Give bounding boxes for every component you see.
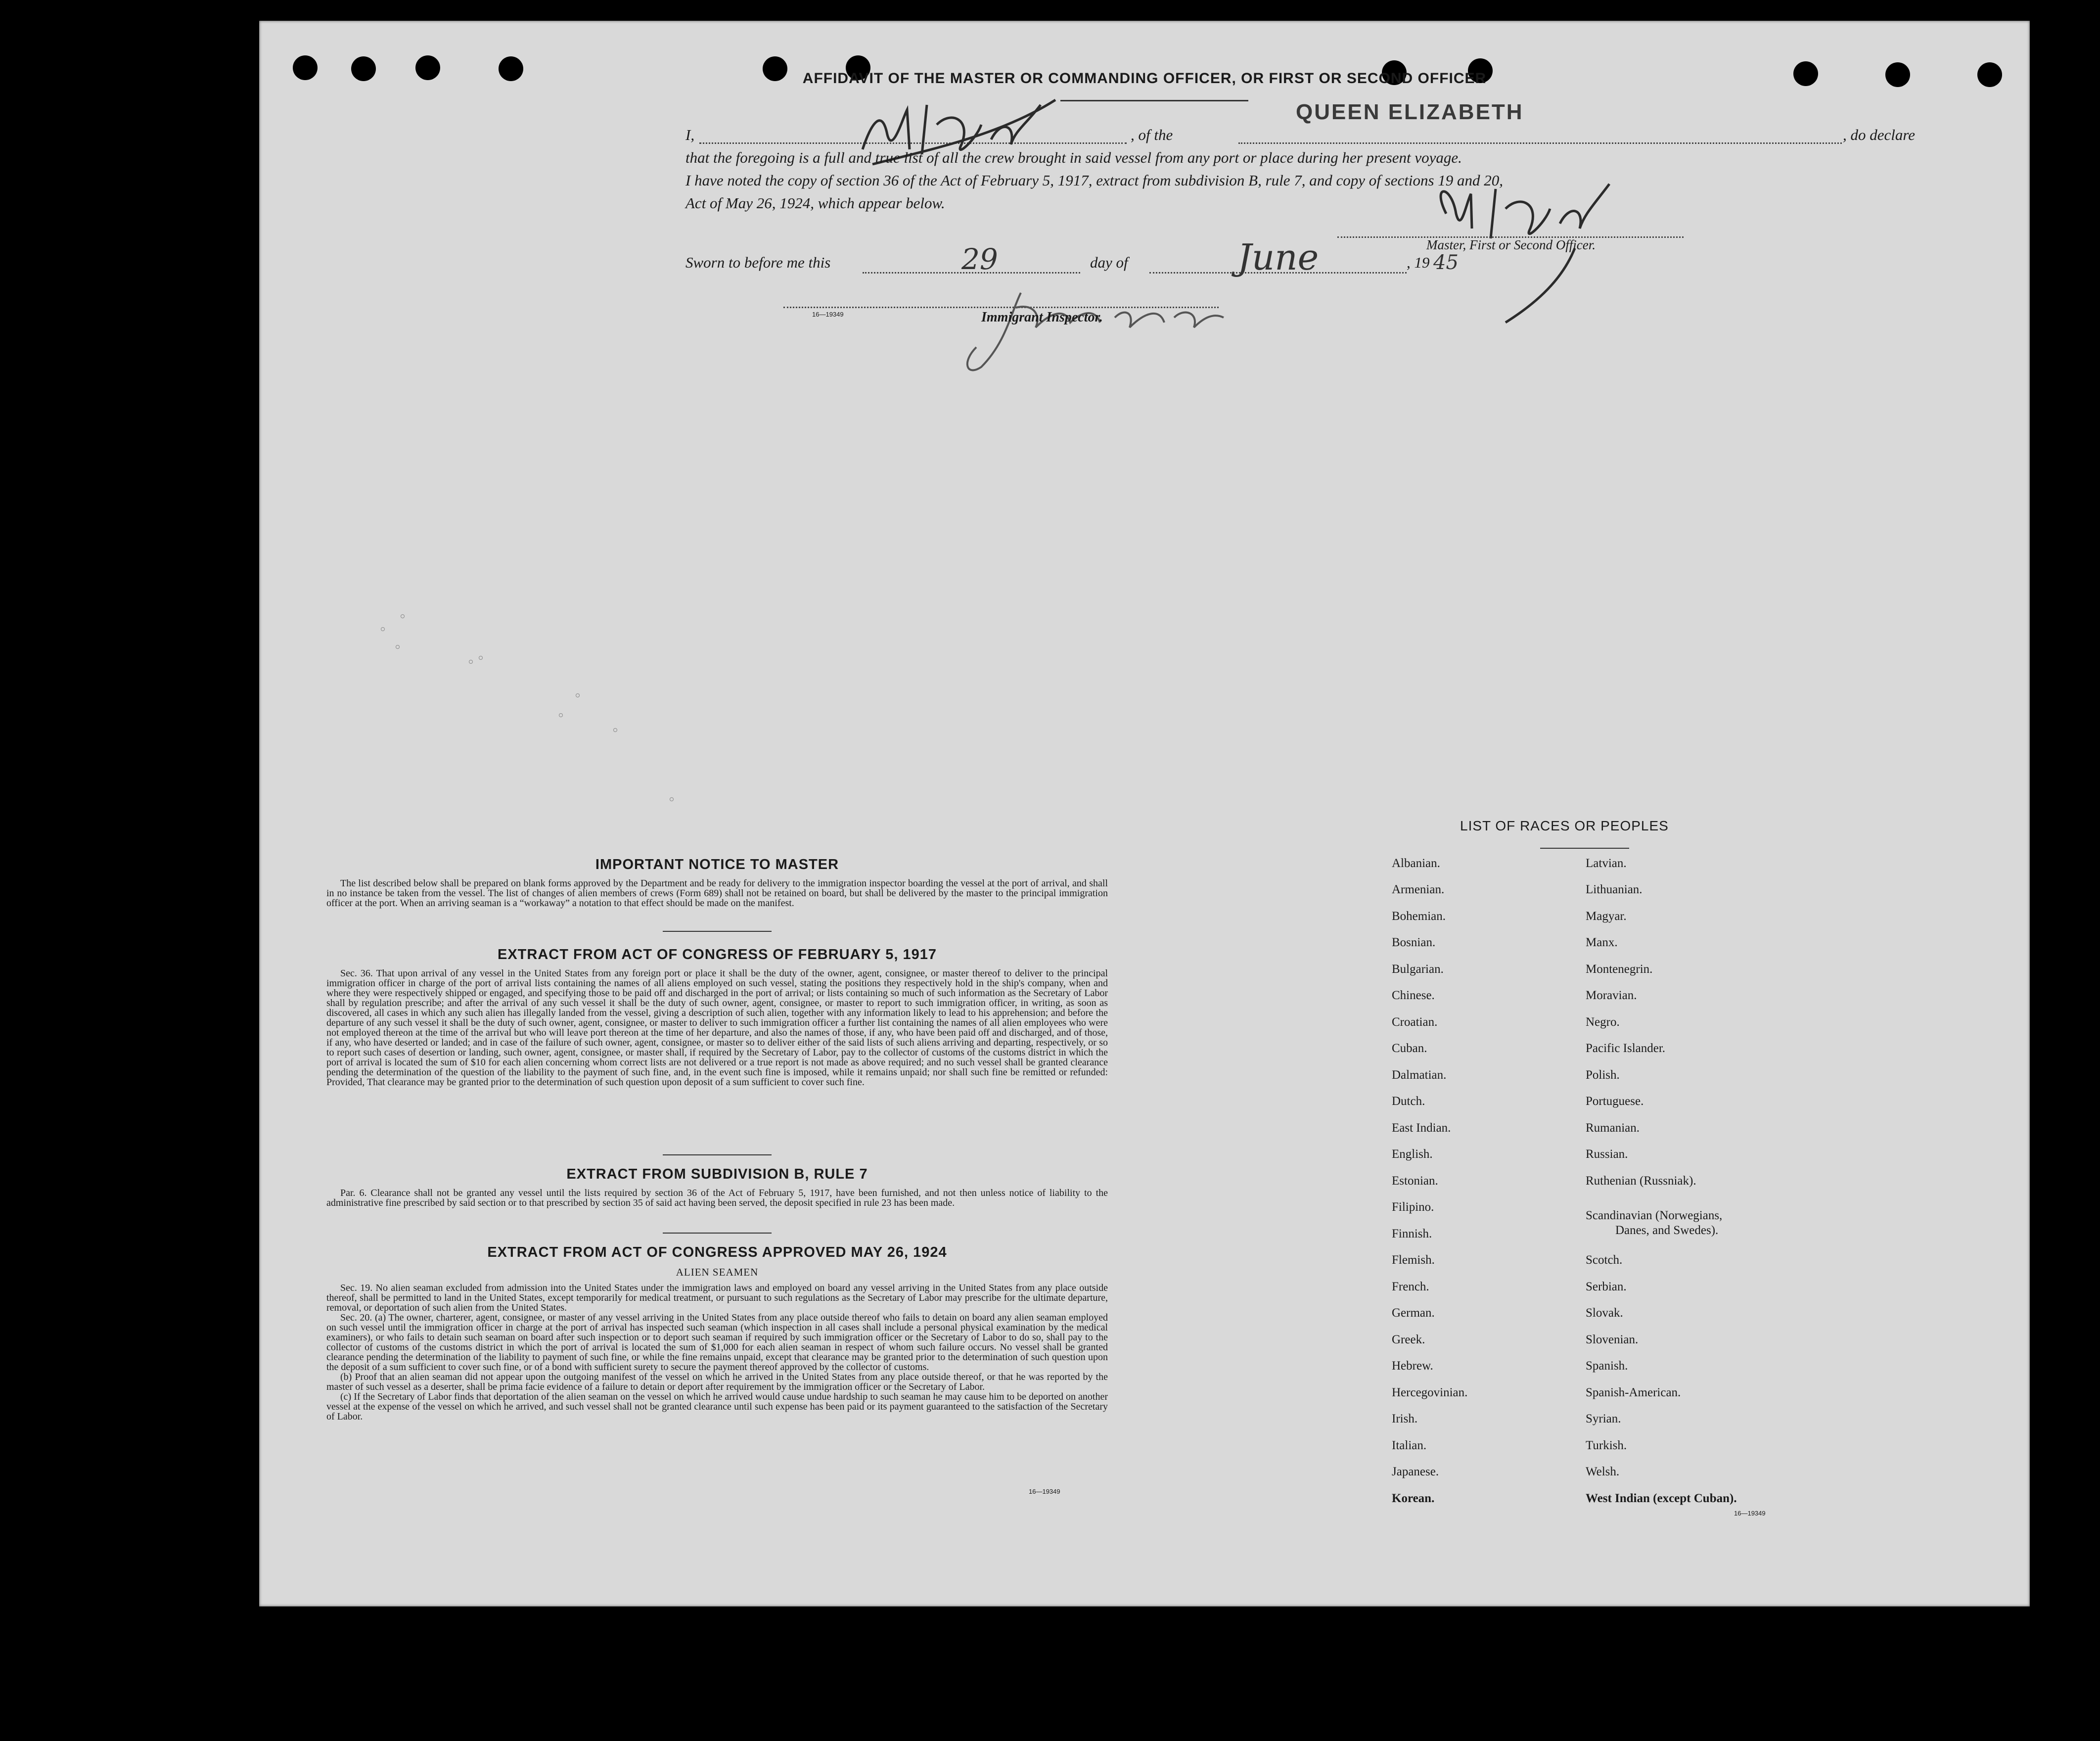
race-item: Spanish. (1586, 1359, 1628, 1373)
race-item: Croatian. (1392, 1015, 1438, 1029)
race-item: Hebrew. (1392, 1359, 1433, 1373)
sworn-day: 29 (961, 242, 998, 276)
speck (401, 614, 405, 618)
of-the-label: , of the (1131, 126, 1173, 143)
speck (381, 627, 385, 631)
race-item: Pacific Islander. (1586, 1042, 1666, 1055)
race-item: East Indian. (1392, 1121, 1451, 1135)
extract-1917-title: EXTRACT FROM ACT OF CONGRESS OF FEBRUARY 5, 1917 (497, 947, 937, 962)
race-item: Albanian. (1392, 857, 1440, 870)
races-list-left (1392, 857, 1570, 1549)
race-item: Chinese. (1392, 989, 1435, 1002)
race-item: Bosnian. (1392, 936, 1436, 949)
extract-1924-text: Sec. 19. No alien seaman excluded from admission into the United States under the immigration laws and employed on board any vessel arriving in the United States from any place outside thereof, shall be permitted to land in the United States, except temporarily for medical treatment, or pursuant to such regulations as the Secretary of Labor may prescribe for the ultimate departure, removal, or deportation of such alien from the United States. Sec. 20. (a) The owner, charterer, agent, consignee, or master of any vessel arriving in the United States from any place outside thereof who fails to detain on board any alien seaman employed on such vessel until the immigration officer in charge at the port of arrival has inspected such seaman (which inspection in all cases shall include a personal physical examination by the medical examiners), or who fails to detain such seaman on board after such inspection or to deport such seaman if required by such immigration officer or the Secretary of Labor to do so, shall pay to the collector of customs of the customs district in which the port of arrival is located the sum of $1,000 for each alien seaman in respect of whom such failure occurs. No vessel shall be granted clearance pending the determination of the liability to payment of such fine, or while the fine remains unpaid, except that clearance may be granted prior to the determination of such question upon the deposit of a sum sufficient to cover such fine, or of a bond with sufficient surety to secure the payment thereof approved by the collector of customs. (b) Proof that an alien seaman did not appear upon the outgoing manifest of the vessel on which he arrived in the United States from any place outside thereof, or that he was reported by the master of such vessel as a deserter, shall be prima facie evidence of a failure to detain or deport after requirement by the immigration officer or the Secretary of Labor. (c) If the Secretary of Labor finds that deportation of the alien seaman on the vessel on which he arrived would cause undue hardship to such seaman he may cause him to be deported on another vessel at the expense of the vessel on which he arrived, and such vessel shall not be granted clearance until such expense has been paid or its payment guaranteed to the satisfaction of the Secretary of Labor. (326, 1283, 1108, 1422)
race-item: Lithuanian. (1586, 883, 1643, 896)
speck (469, 660, 473, 664)
inspector-caption: Immigrant Inspector. (981, 310, 1103, 325)
affidavit-line-3: I have noted the copy of section 36 of the Act of February 5, 1917, extract from subdivision B, rule 7, and copy of sections 19 and 20, (685, 172, 1504, 189)
race-item: Russian. (1586, 1147, 1628, 1161)
race-item: Slovenian. (1586, 1333, 1639, 1346)
divider (1060, 100, 1248, 101)
race-item: Portuguese. (1586, 1095, 1644, 1108)
race-item: Scandinavian (Norwegians, (1586, 1209, 1723, 1222)
speck (396, 645, 400, 649)
race-item: Welsh. (1586, 1465, 1620, 1478)
race-item: Negro. (1586, 1015, 1620, 1029)
race-item: Rumanian. (1586, 1121, 1640, 1135)
race-item: Italian. (1392, 1439, 1427, 1452)
races-title: LIST OF RACES OR PEOPLES (1460, 818, 1669, 833)
speck (559, 713, 563, 717)
race-item: Armenian. (1392, 883, 1445, 896)
document-page (259, 21, 2030, 1606)
race-item: Hercegovinian. (1392, 1386, 1468, 1399)
race-item: Danes, and Swedes). (1615, 1224, 1719, 1237)
vessel-name-stamp: QUEEN ELIZABETH (1296, 100, 1524, 124)
year-prefix: , 19 (1407, 254, 1430, 271)
form-number: 16—19349 (1734, 1510, 1766, 1517)
sworn-month: June (1237, 236, 1319, 278)
race-item: Finnish. (1392, 1227, 1432, 1240)
day-of-label: day of (1090, 254, 1128, 271)
race-item: Bohemian. (1392, 910, 1446, 923)
race-item: French. (1392, 1280, 1429, 1293)
legal-notices (326, 857, 1108, 1510)
race-item: Estonian. (1392, 1174, 1438, 1188)
race-item: Japanese. (1392, 1465, 1439, 1478)
race-item: Turkish. (1586, 1439, 1627, 1452)
speck (670, 797, 674, 801)
affidavit-line-4: Act of May 26, 1924, which appear below. (685, 194, 945, 212)
vessel-line (1238, 142, 1842, 144)
race-item: German. (1392, 1306, 1435, 1320)
divider (663, 931, 772, 932)
notice-title: IMPORTANT NOTICE TO MASTER (595, 857, 839, 872)
rule7-title: EXTRACT FROM SUBDIVISION B, RULE 7 (566, 1166, 868, 1182)
race-item: Polish. (1586, 1068, 1620, 1082)
divider (1540, 848, 1629, 849)
race-item: Flemish. (1392, 1253, 1435, 1267)
i-label: I, (685, 126, 695, 143)
race-item: Filipino. (1392, 1200, 1434, 1214)
extract-1924-title: EXTRACT FROM ACT OF CONGRESS APPROVED MAY 26, 1924 (487, 1244, 947, 1260)
divider (663, 1154, 772, 1155)
race-item: English. (1392, 1147, 1433, 1161)
race-item: Spanish-American. (1586, 1386, 1681, 1399)
race-item: Latvian. (1586, 857, 1627, 870)
inspector-signature (952, 273, 1229, 382)
race-item: Syrian. (1586, 1412, 1621, 1425)
race-item: Serbian. (1586, 1280, 1627, 1293)
affidavit-heading: AFFIDAVIT OF THE MASTER OR COMMANDING OFFICER, OR FIRST OR SECOND OFFICER (802, 70, 1487, 87)
race-item: Manx. (1586, 936, 1618, 949)
race-item: Greek. (1392, 1333, 1425, 1346)
speck (576, 693, 580, 697)
race-item: Dutch. (1392, 1095, 1425, 1108)
race-item: Korean. (1392, 1492, 1435, 1505)
race-item: Irish. (1392, 1412, 1418, 1425)
race-item: Bulgarian. (1392, 962, 1444, 976)
race-item: Moravian. (1586, 989, 1637, 1002)
extract-1924-subtitle: ALIEN SEAMEN (676, 1266, 759, 1278)
notice-text: The list described below shall be prepared on blank forms approved by the Department and be ready for delivery to the immigration inspector boarding the vessel at the port of arrival, and shall in no instance be taken from the vessel. The list of changes of alien members of crews (Form 689) shall not be retained on board, but shall be delivered by the master to the principal immigration officer at the port. When an arriving seaman is a “workaway” a notation to that effect should be made on the manifest. (326, 878, 1108, 909)
divider (663, 1233, 772, 1234)
race-item: Scotch. (1586, 1253, 1623, 1267)
speck (479, 656, 483, 660)
master-caption: Master, First or Second Officer. (1426, 237, 1596, 252)
race-item: Dalmatian. (1392, 1068, 1447, 1082)
form-number: 16—19349 (1029, 1488, 1060, 1495)
race-item: Ruthenian (Russniak). (1586, 1174, 1696, 1188)
do-declare-label: , do declare (1843, 126, 1916, 143)
speck (613, 728, 617, 732)
race-item: Montenegrin. (1586, 962, 1653, 976)
race-item: Slovak. (1586, 1306, 1623, 1320)
form-number: 16—19349 (812, 311, 844, 318)
race-item: West Indian (except Cuban). (1586, 1492, 1737, 1505)
races-list-right (1586, 857, 1882, 1549)
sworn-year: 45 (1433, 251, 1459, 274)
sworn-label: Sworn to before me this (685, 254, 831, 271)
rule7-text: Par. 6. Clearance shall not be granted any vessel until the lists required by section 36 of the Act of February 5, 1917, have been furnished, and not then unless notice of liability to the administrative fine prescribed by said section or to that prescribed by section 35 of said act having been served, the deposit specified in rule 23 has been made. (326, 1188, 1108, 1208)
race-item: Magyar. (1586, 910, 1627, 923)
race-item: Cuban. (1392, 1042, 1427, 1055)
affidavit-line-2: that the foregoing is a full and true list of all the crew brought in said vessel from any port or place during her present voyage. (685, 149, 1462, 166)
extract-1917-text: Sec. 36. That upon arrival of any vessel in the United States from any foreign port or place it shall be the duty of the owner, agent, consignee, or master thereof to deliver to the principal immigration officer in charge of the port of arrival lists containing the names of all aliens employed on such vessel, stating the positions they respectively hold in the ship's company, when and where they were respectively shipped or engaged, and specifying those to be paid off and discharged in the port of arrival; or lists containing so much of such information as the Secretary of Labor shall by regulation prescribe; and after the arrival of any such vessel it shall be the duty of such owner, agent, consignee, or master to report to such immigration officer, in writing, as soon as discovered, all cases in which any such alien has illegally landed from the vessel, giving a description of such alien, together with any information likely to lead to his apprehension; and before the departure of any such vessel it shall be the duty of such owner, agent, consignee, or master to deliver to such immigration officer a further list containing the names of all alien employees who were not employed thereon at the time of the arrival but who will leave port thereon at the time of her departure, and also the names of those, if any, who have been paid off and discharged, and of those, if any, who have deserted or landed; and in case of the failure of such owner, agent, consignee, or master so to deliver either of the said lists of such aliens arriving and departing, respectively, or so to report such cases of desertion or landing, such owner, agent, consignee, or master shall, if required by the Secretary of Labor, pay to the collector of customs of the customs district in which the port of arrival is located the sum of $10 for each alien concerning whom correct lists are not delivered or a true report is not made as above required; and no such vessel shall be granted clearance pending the determination of the question of the liability to the payment of such fine, and, in the event such fine is imposed, while it remains unpaid; nor shall such fine be remitted or refunded: Provided, That clearance may be granted prior to the determination of such question upon deposit of a sum sufficient to cover such fine. (326, 968, 1108, 1088)
